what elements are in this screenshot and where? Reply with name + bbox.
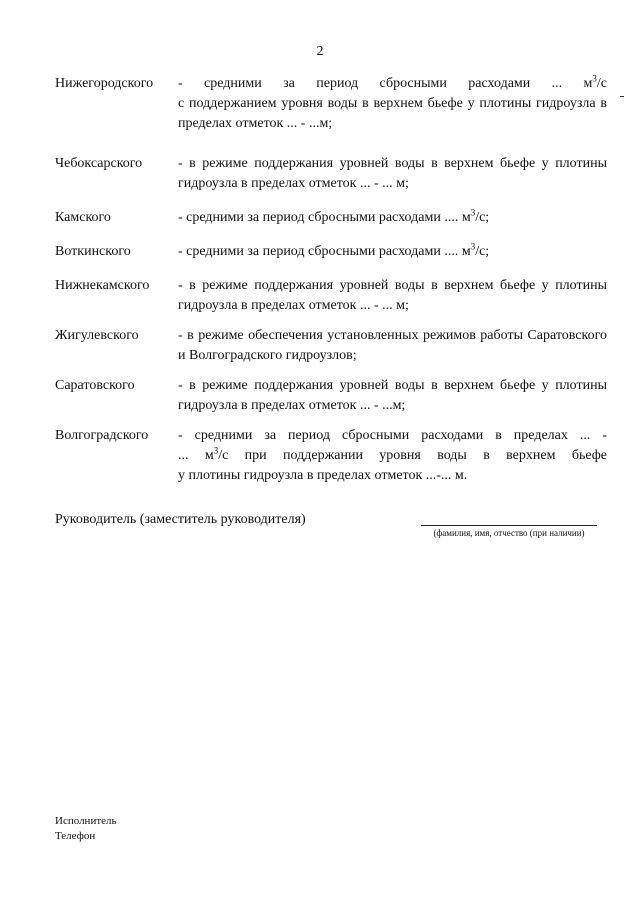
list-item bbox=[55, 376, 607, 416]
list-item bbox=[55, 208, 607, 228]
reservoir-name: Волгоградского bbox=[55, 428, 149, 443]
reservoir-description: - в режиме поддержания уровней воды в верхнем бьефе у плотины гидроузла в пределах отметок ... - ...м; bbox=[178, 378, 607, 413]
reservoir-name: Саратовского bbox=[55, 378, 135, 393]
reservoir-name: Воткинского bbox=[55, 244, 131, 259]
reservoir-description: - средними за период сбросными расходами .... $м^3/с$; bbox=[178, 207, 490, 225]
reservoir-description: - средними за период сбросными расходами ... $м^3/с$ с поддержанием уровня воды в верхнем бьефе у плотины гидроузла в пределах отметок ... - ...м; bbox=[178, 73, 607, 131]
reservoir-description: - в режиме поддержания уровней воды в верхнем бьефе у плотины гидроузла в пределах отметок ... - ... м; bbox=[178, 278, 607, 313]
reservoir-description: - средними за период сбросными расходами в пределах ... - ... $м^3/с$ при поддержании уровня воды в верхнем бьефе у плотины гидроузла в пределах отметок ...-... м. bbox=[178, 428, 607, 483]
reservoir-description: - в режиме обеспечения установленных режимов работы Саратовского и Волгоградского гидроузлов; bbox=[178, 328, 607, 363]
list-item bbox=[55, 326, 607, 366]
list-item bbox=[55, 242, 607, 262]
list-item bbox=[55, 426, 607, 486]
reservoir-name: Нижегородского bbox=[55, 76, 154, 91]
reservoir-name: Камского bbox=[55, 210, 111, 225]
reservoir-name: Чебоксарского bbox=[55, 156, 143, 171]
list-item bbox=[55, 154, 607, 194]
phone-label: Телефон bbox=[55, 830, 96, 842]
list-item bbox=[55, 276, 607, 316]
page-number: 2 bbox=[316, 44, 324, 59]
reservoir-name: Нижнекамского bbox=[55, 278, 150, 293]
reservoir-list bbox=[55, 74, 607, 486]
reservoir-description: - средними за период сбросными расходами .... $м^3/с$; bbox=[178, 241, 490, 259]
list-item bbox=[55, 74, 607, 134]
executor-label: Исполнитель bbox=[55, 815, 117, 827]
signature-line bbox=[421, 525, 597, 526]
reservoir-name: Жигулевского bbox=[55, 328, 139, 343]
executor-block bbox=[55, 814, 117, 844]
signature-label: Руководитель (заместитель руководителя) bbox=[55, 512, 306, 527]
reservoir-description: - в режиме поддержания уровней воды в верхнем бьефе у плотины гидроузла в пределах отметок ... - ... м; bbox=[178, 156, 607, 191]
margin-mark bbox=[620, 96, 624, 97]
signature-caption: (фамилия, имя, отчество (при наличии) bbox=[433, 528, 585, 538]
